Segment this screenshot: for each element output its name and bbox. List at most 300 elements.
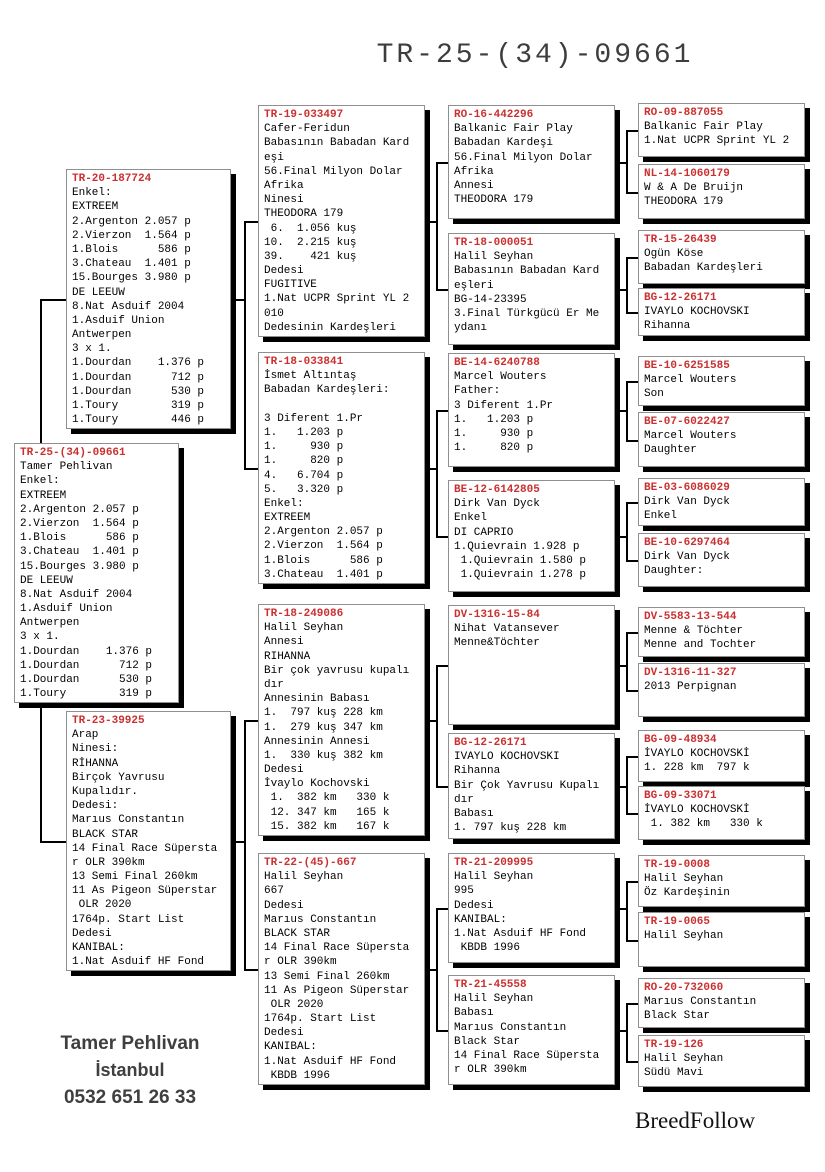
pedigree-text-line: EXTREEM — [264, 512, 311, 525]
connector-line — [425, 468, 438, 470]
pedigree-text-line: İsmet Altıntaş — [264, 370, 357, 383]
pedigree-text-line: 1.Dourdan 1.376 p — [72, 357, 205, 370]
connector-line — [626, 813, 638, 815]
pedigree-text-line: Antwerpen — [20, 617, 80, 630]
connector-line — [626, 632, 628, 692]
connector-line — [626, 560, 638, 562]
pedigree-text-line: 2.Vierzon 1.564 p — [20, 517, 139, 530]
pedigree-box-BE-12-6142805[interactable] — [448, 480, 615, 592]
pedigree-text-line: 3.Chateau 1.401 p — [20, 546, 139, 559]
connector-line — [231, 299, 246, 301]
pedigree-text-line: Afrika — [264, 179, 304, 192]
pedigree-text-line: Menne&Töchter — [454, 637, 540, 650]
connector-line — [425, 969, 438, 971]
pedigree-text-line: Babadan Kardeşi — [454, 137, 554, 150]
pedigree-text-line: Halil Seyhan — [454, 993, 534, 1006]
pedigree-box-TR-21-209995[interactable] — [448, 853, 615, 963]
pedigree-text-line: 995 — [454, 885, 474, 898]
connector-line — [436, 665, 448, 667]
pedigree-text-line: Marıus Constantın — [454, 1021, 567, 1034]
pedigree-text-line: 1.Asduif Union — [20, 603, 113, 616]
pedigree-text-line: Babası — [454, 1007, 494, 1020]
pedigree-box-BG-12-26171-12[interactable] — [448, 733, 615, 839]
ring-number: BE-12-6142805 — [454, 484, 540, 496]
ring-number: TR-18-033841 — [264, 356, 344, 368]
connector-line — [615, 536, 628, 538]
pedigree-text-line: BG-14-23395 — [454, 293, 527, 306]
connector-line — [626, 257, 628, 314]
pedigree-text-line: Marcel Wouters — [454, 371, 547, 384]
ring-number: TR-21-209995 — [454, 857, 534, 869]
pedigree-text-line: 15. 382 km 167 k — [264, 820, 390, 833]
pedigree-text-line: Ninesi: — [72, 743, 119, 756]
pedigree-text-line: İVAYLO KOCHOVSKİ — [644, 804, 750, 817]
pedigree-box-TR-25-(34)-09661[interactable] — [14, 443, 179, 703]
pedigree-box-TR-20-187724[interactable] — [66, 169, 231, 429]
pedigree-text-line: 1.Blois 586 p — [20, 532, 139, 545]
connector-line — [626, 502, 638, 504]
pedigree-text-line: Marıus Constantın — [264, 913, 377, 926]
pedigree-text-line: 1. 930 p — [454, 427, 534, 440]
page-title: TR-25-(34)-09661 — [376, 40, 694, 71]
connector-line — [40, 841, 66, 843]
pedigree-box-DV-1316-11-327[interactable] — [638, 663, 805, 717]
pedigree-text-line: 14 Final Race Süpersta — [264, 942, 410, 955]
pedigree-text-line: 1. 797 kuş 228 km — [454, 822, 567, 835]
pedigree-text-line: 1.Quievrain 1.278 p — [454, 569, 587, 582]
pedigree-box-DV-5583-13-544[interactable] — [638, 607, 805, 657]
connector-line — [626, 130, 638, 132]
connector-line — [244, 969, 258, 971]
pedigree-text-line — [264, 398, 424, 412]
contact-block — [25, 1030, 235, 1111]
pedigree-box-RO-16-442296[interactable] — [448, 105, 615, 219]
contact-name: Tamer Pehlivan — [60, 1033, 200, 1054]
pedigree-text-line: 3 x 1. — [20, 631, 60, 644]
pedigree-text-line: Halil Seyhan — [644, 873, 724, 886]
pedigree-text-line: Black Star — [644, 1010, 711, 1023]
pedigree-text-line: 1.Toury 319 p — [72, 400, 205, 412]
contact-city: İstanbul — [95, 1060, 165, 1080]
pedigree-text-line: 1.Dourdan 530 p — [72, 385, 205, 398]
pedigree-text-line: 010 — [264, 307, 284, 320]
ring-number: TR-19-126 — [644, 1039, 704, 1051]
pedigree-text-line: Südü Mavi — [644, 1067, 704, 1080]
pedigree-text-line: 1. 279 kuş 347 km — [264, 721, 383, 734]
pedigree-text-line: Black Star — [454, 1035, 521, 1048]
pedigree-text-line: FUGITIVE — [264, 279, 317, 292]
ring-number: DV-1316-15-84 — [454, 609, 540, 621]
pedigree-box-DV-1316-15-84[interactable] — [448, 605, 615, 725]
pedigree-text-line: Dedesi — [454, 899, 494, 912]
pedigree-text-line: 1.Asduif Union — [72, 314, 165, 327]
pedigree-text-line: Dedesi: — [72, 800, 119, 813]
pedigree-text-line: ydanı — [454, 322, 488, 335]
pedigree-text-line: Father: — [454, 385, 501, 398]
pedigree-text-line: 5. 3.320 p — [264, 483, 344, 496]
pedigree-text-line: Marıus Constantın — [72, 814, 185, 827]
connector-line — [425, 720, 438, 722]
ring-number: RO-09-887055 — [644, 107, 724, 119]
pedigree-text-line: 2.Argenton 2.057 p — [20, 503, 139, 516]
pedigree-text-line: r OLR 390km — [72, 856, 145, 869]
pedigree-text-line: 1.Blois 586 p — [264, 554, 383, 567]
ring-number: BE-14-6240788 — [454, 357, 540, 369]
connector-line — [244, 720, 246, 971]
pedigree-text-line: DE LEEUW — [72, 286, 125, 299]
pedigree-box-RO-20-732060[interactable] — [638, 978, 805, 1028]
pedigree-text-line: 1764p. Start List — [72, 913, 185, 926]
pedigree-text-line: r OLR 390km — [264, 956, 337, 969]
pedigree-text-line: 11 As Pigeon Süperstar — [72, 885, 218, 898]
pedigree-text-line: W & A De Bruijn — [644, 182, 744, 195]
pedigree-text-line: 2013 Perpignan — [644, 681, 737, 694]
connector-line — [436, 1030, 448, 1032]
pedigree-text-line: 39. 421 kuş — [264, 250, 357, 263]
pedigree-text-line: r OLR 390km — [454, 1064, 527, 1077]
pedigree-text-line: OLR 2020 — [264, 998, 324, 1011]
connector-line — [626, 881, 638, 883]
pedigree-text-line: Enkel: — [72, 187, 112, 200]
ring-number: TR-19-033497 — [264, 109, 344, 121]
pedigree-text-line: Halil Seyhan — [264, 871, 344, 884]
pedigree-text-line: Marıus Constantın — [644, 996, 757, 1009]
pedigree-box-TR-15-26439[interactable] — [638, 230, 805, 284]
pedigree-text-line: 3 x 1. — [72, 343, 112, 356]
pedigree-text-line: Annesinin Babası — [264, 693, 370, 706]
ring-number: DV-1316-11-327 — [644, 667, 737, 679]
pedigree-box-TR-19-126[interactable] — [638, 1035, 805, 1087]
pedigree-text-line: 1.Toury 446 p — [72, 414, 205, 427]
ring-number: TR-21-45558 — [454, 979, 527, 991]
connector-line — [244, 221, 258, 223]
connector-line — [626, 381, 638, 383]
pedigree-text-line: Dedesi — [72, 927, 112, 940]
pedigree-text-line: 667 — [264, 885, 284, 898]
pedigree-text-line: Son — [644, 388, 664, 401]
connector-line — [626, 632, 638, 634]
pedigree-text-line: 1764p. Start List — [264, 1013, 377, 1026]
pedigree-text-line: BLACK STAR — [264, 927, 331, 940]
pedigree-text-line: EXTREEM — [20, 489, 67, 502]
ring-number: BE-03-6086029 — [644, 482, 730, 494]
breedfollow-logo: BreedFollow — [635, 1108, 756, 1133]
connector-line — [244, 720, 258, 722]
ring-number: TR-18-249086 — [264, 608, 344, 620]
pedigree-box-TR-18-249086[interactable] — [258, 604, 425, 836]
pedigree-text-line: 56.Final Milyon Dolar — [454, 151, 593, 164]
pedigree-text-line: İvaylo Kochovski — [264, 778, 370, 791]
pedigree-text-line: 3 Diferent 1.Pr — [454, 399, 554, 412]
pedigree-text-line: Babası — [454, 807, 494, 820]
pedigree-text-line: Kupalıdır. — [72, 785, 139, 798]
ring-number: BG-12-26171 — [644, 292, 717, 304]
pedigree-text-line: 1.Dourdan 712 p — [20, 659, 153, 672]
pedigree-text-line: 6. 1.056 kuş — [264, 222, 357, 235]
connector-line — [40, 299, 66, 301]
connector-line — [626, 312, 638, 314]
pedigree-box-TR-19-0065[interactable] — [638, 912, 805, 967]
pedigree-text-line: Dedesi — [264, 764, 304, 777]
pedigree-box-BG-09-33071[interactable] — [638, 786, 805, 840]
ring-number: BE-10-6251585 — [644, 360, 730, 372]
pedigree-box-BE-10-6297464[interactable] — [638, 533, 805, 587]
pedigree-text-line: Babasının Babadan Kard — [264, 137, 410, 150]
ring-number: BE-10-6297464 — [644, 537, 730, 549]
pedigree-text-line: OLR 2020 — [72, 899, 132, 912]
pedigree-text-line: Halil Seyhan — [454, 251, 534, 264]
pedigree-box-BG-09-48934[interactable] — [638, 730, 805, 782]
pedigree-text-line: THEODORA 179 — [454, 194, 534, 207]
ring-number: BE-07-6022427 — [644, 416, 730, 428]
pedigree-text-line: Rihanna — [644, 320, 691, 333]
connector-line — [626, 690, 638, 692]
connector-line — [231, 841, 246, 843]
pedigree-text-line: Dedesinin Kardeşleri — [264, 321, 397, 334]
pedigree-text-line: Halil Seyhan — [644, 1053, 724, 1066]
pedigree-text-line: İVAYLO KOCHOVSKİ — [644, 748, 750, 761]
pedigree-text-line: Dedesi — [264, 899, 304, 912]
pedigree-text-line: Cafer-Feridun — [264, 123, 350, 136]
pedigree-text-line: Dirk Van Dyck — [644, 551, 730, 564]
ring-number: BG-09-33071 — [644, 790, 717, 802]
pedigree-text-line: DI CAPRIO — [454, 526, 514, 539]
pedigree-text-line: 1.Toury 319 p — [20, 688, 153, 701]
pedigree-text-line: KANIBAL: — [454, 913, 507, 926]
pedigree-text-line: Arap — [72, 729, 99, 742]
pedigree-text-line: 8.Nat Asduif 2004 — [20, 588, 133, 601]
connector-line — [626, 440, 638, 442]
pedigree-text-line: 1. 228 km 797 k — [644, 762, 750, 775]
pedigree-text-line: Bir Çok Yavrusu Kupalı — [454, 779, 600, 792]
pedigree-text-line: THEODORA 179 — [644, 196, 724, 209]
pedigree-text-line: 1. 330 kuş 382 km — [264, 749, 383, 762]
pedigree-text-line: Marcel Wouters — [644, 430, 737, 443]
connector-line — [425, 221, 438, 223]
pedigree-text-line: Enkel: — [20, 475, 60, 488]
ring-number: TR-19-0065 — [644, 916, 711, 928]
pedigree-text-line: Babadan Kardeşleri: — [264, 384, 390, 397]
pedigree-text-line: 2.Vierzon 1.564 p — [264, 540, 383, 553]
pedigree-text-line: 3.Final Türkgücü Er Me — [454, 307, 600, 320]
connector-line — [615, 162, 628, 164]
connector-line — [436, 410, 448, 412]
ring-number: BG-09-48934 — [644, 734, 717, 746]
pedigree-text-line: Halil Seyhan — [454, 871, 534, 884]
pedigree-text-line: 56.Final Milyon Dolar — [264, 165, 403, 178]
pedigree-text-line: 3.Chateau 1.401 p — [264, 568, 383, 581]
pedigree-text-line: 11 As Pigeon Süperstar — [264, 984, 410, 997]
pedigree-text-line: Enkel — [644, 510, 678, 523]
connector-line — [244, 221, 246, 470]
pedigree-text-line: Halil Seyhan — [644, 930, 724, 943]
ring-number: NL-14-1060179 — [644, 168, 730, 180]
pedigree-text-line: Ogün Köse — [644, 248, 704, 261]
pedigree-text-line: Afrika — [454, 165, 494, 178]
connector-line — [615, 665, 628, 667]
pedigree-text-line: Annesinin Annesi — [264, 735, 370, 748]
pedigree-text-line: 1. 1.203 p — [454, 413, 534, 426]
pedigree-text-line: 3.Chateau 1.401 p — [72, 258, 191, 271]
pedigree-text-line: 14 Final Race Süpersta — [72, 842, 218, 855]
pedigree-box-TR-21-45558[interactable] — [448, 975, 615, 1085]
connector-line — [615, 1030, 628, 1032]
pedigree-text-line: 14 Final Race Süpersta — [454, 1049, 600, 1062]
pedigree-text-line: dır — [454, 793, 474, 806]
pedigree-text-line: 1.Dourdan 712 p — [72, 371, 205, 384]
pedigree-text-line: DE LEEUW — [20, 574, 73, 587]
pedigree-text-line: EXTREEM — [72, 201, 119, 214]
pedigree-box-TR-19-0008[interactable] — [638, 855, 805, 907]
pedigree-text-line: Menne and Tochter — [644, 639, 757, 652]
pedigree-box-BE-10-6251585[interactable] — [638, 356, 805, 406]
pedigree-text-line: KANIBAL: — [264, 1041, 317, 1054]
pedigree-text-line: BLACK STAR — [72, 828, 139, 841]
pedigree-text-line: Daughter — [644, 444, 697, 457]
connector-line — [436, 786, 448, 788]
pedigree-text-line: IVAYLO KOCHOVSKI — [644, 306, 750, 319]
pedigree-box-BE-03-6086029[interactable] — [638, 478, 805, 526]
pedigree-text-line: KANIBAL: — [72, 942, 125, 954]
pedigree-text-line: KBDB 1996 — [264, 1069, 331, 1082]
pedigree-text-line: 1. 797 kuş 228 km — [264, 707, 383, 720]
pedigree-text-line: dır — [264, 678, 284, 691]
pedigree-text-line: eşleri — [454, 279, 494, 292]
pedigree-box-TR-18-033841[interactable] — [258, 352, 425, 584]
pedigree-text-line: 3 Diferent 1.Pr — [264, 412, 364, 425]
connector-line — [626, 192, 638, 194]
pedigree-text-line: IVAYLO KOCHOVSKI — [454, 751, 560, 764]
connector-line — [436, 289, 448, 291]
pedigree-text-line: 1.Nat Asduif HF Fond — [72, 956, 205, 969]
ring-number: RO-16-442296 — [454, 109, 534, 121]
pedigree-text-line: 1. 382 km 330 k — [644, 818, 763, 831]
ring-number: TR-20-187724 — [72, 173, 152, 185]
pedigree-text-line: Halil Seyhan — [264, 622, 344, 635]
pedigree-box-BG-12-26171-18[interactable] — [638, 288, 805, 336]
pedigree-text-line: Babadan Kardeşleri — [644, 262, 763, 275]
pedigree-text-line: Bir çok yavrusu kupalı — [264, 664, 410, 677]
pedigree-text-line: Menne & Töchter — [644, 625, 744, 638]
connector-line — [244, 468, 258, 470]
pedigree-box-RO-09-887055[interactable] — [638, 103, 805, 157]
pedigree-text-line: Birçok Yavrusu — [72, 771, 165, 784]
pedigree-text-line: Enkel: — [264, 497, 304, 510]
pedigree-text-line: 1.Nat UCPR Sprint YL 2 — [264, 293, 410, 306]
pedigree-text-line: Daughter: — [644, 565, 704, 578]
pedigree-text-line: 2.Vierzon 1.564 p — [72, 229, 191, 242]
connector-line — [626, 881, 628, 942]
pedigree-box-NL-14-1060179[interactable] — [638, 164, 805, 219]
connector-line — [626, 1003, 638, 1005]
ring-number: TR-22-(45)-667 — [264, 857, 357, 869]
pedigree-text-line: Annesi — [454, 179, 494, 192]
pedigree-text-line: Marcel Wouters — [644, 374, 737, 387]
pedigree-text-line: 1. 820 p — [264, 455, 344, 468]
pedigree-box-TR-22-(45)-667[interactable] — [258, 853, 425, 1085]
pedigree-box-BE-07-6022427[interactable] — [638, 412, 805, 467]
contact-phone: 0532 651 26 33 — [63, 1087, 197, 1108]
pedigree-box-TR-18-000051[interactable] — [448, 233, 615, 345]
pedigree-box-TR-23-39925[interactable] — [66, 711, 231, 971]
pedigree-text-line: 1.Nat Asduif HF Fond — [454, 927, 587, 940]
connector-line — [615, 908, 628, 910]
pedigree-text-line: 15.Bourges 3.980 p — [72, 272, 191, 285]
pedigree-text-line: 2.Argenton 2.057 p — [72, 215, 191, 228]
pedigree-text-line: Enkel — [454, 512, 488, 525]
pedigree-text-line: 1.Dourdan 530 p — [20, 674, 153, 686]
connector-line — [615, 410, 628, 412]
pedigree-text-line: 1. 1.203 p — [264, 426, 344, 439]
ring-number: BG-12-26171 — [454, 737, 527, 749]
pedigree-box-BE-14-6240788[interactable] — [448, 353, 615, 467]
ring-number: RO-20-732060 — [644, 982, 724, 994]
connector-line — [626, 1003, 628, 1063]
pedigree-text-line: 10. 2.215 kuş — [264, 236, 357, 249]
ring-number: DV-5583-13-544 — [644, 611, 737, 623]
connector-line — [615, 289, 628, 291]
pedigree-text-line: Rihanna — [454, 765, 501, 778]
pedigree-text-line: Antwerpen — [72, 329, 132, 342]
pedigree-text-line: Öz Kardeşinin — [644, 887, 730, 900]
pedigree-text-line: 1.Blois 586 p — [72, 243, 191, 256]
pedigree-text-line: 4. 6.704 p — [264, 469, 344, 482]
pedigree-text-line: Dedesi — [264, 265, 304, 278]
pedigree-text-line: THEODORA 179 — [264, 208, 344, 221]
connector-line — [436, 665, 438, 788]
pedigree-text-line: 1. 382 km 330 k — [264, 792, 390, 805]
pedigree-text-line: eşi — [264, 151, 284, 164]
connector-line — [615, 786, 628, 788]
pedigree-text-line: Babasının Babadan Kard — [454, 265, 600, 278]
ring-number: TR-23-39925 — [72, 715, 145, 727]
pedigree-text-line: 1.Dourdan 1.376 p — [20, 645, 153, 658]
connector-line — [626, 940, 638, 942]
pedigree-text-line: Tamer Pehlivan — [20, 461, 113, 474]
pedigree-text-line: RİHANNA — [72, 757, 119, 770]
pedigree-box-TR-19-033497[interactable] — [258, 105, 425, 337]
pedigree-text-line: 1. 930 p — [264, 441, 344, 454]
pedigree-text-line: KBDB 1996 — [454, 942, 521, 955]
pedigree-text-line: 1.Nat Asduif HF Fond — [264, 1055, 397, 1068]
pedigree-text-line: 2.Argenton 2.057 p — [264, 526, 383, 539]
connector-line — [436, 908, 448, 910]
pedigree-text-line: 1.Nat UCPR Sprint YL 2 — [644, 135, 790, 148]
connector-line — [626, 502, 628, 562]
pedigree-text-line: Balkanic Fair Play — [454, 123, 573, 136]
pedigree-text-line: 1. 820 p — [454, 442, 534, 455]
pedigree-text-line: 13 Semi Final 260km — [72, 871, 198, 884]
pedigree-text-line: Nihat Vatansever — [454, 623, 560, 636]
connector-line — [626, 756, 638, 758]
pedigree-text-line: Dirk Van Dyck — [644, 496, 730, 509]
pedigree-text-line: Annesi — [264, 636, 304, 649]
pedigree-text-line: 13 Semi Final 260km — [264, 970, 390, 983]
connector-line — [436, 536, 448, 538]
pedigree-text-line: Dirk Van Dyck — [454, 498, 540, 511]
connector-line — [436, 162, 448, 164]
connector-line — [626, 1061, 638, 1063]
connector-line — [436, 162, 438, 291]
pedigree-text-line: Dedesi — [264, 1027, 304, 1040]
pedigree-text-line: RIHANNA — [264, 650, 311, 663]
ring-number: TR-25-(34)-09661 — [20, 447, 126, 459]
pedigree-text-line: Balkanic Fair Play — [644, 121, 763, 134]
ring-number: TR-15-26439 — [644, 234, 717, 246]
pedigree-text-line: 8.Nat Asduif 2004 — [72, 300, 185, 313]
ring-number: TR-19-0008 — [644, 859, 711, 871]
pedigree-text-line: Ninesi — [264, 194, 304, 207]
